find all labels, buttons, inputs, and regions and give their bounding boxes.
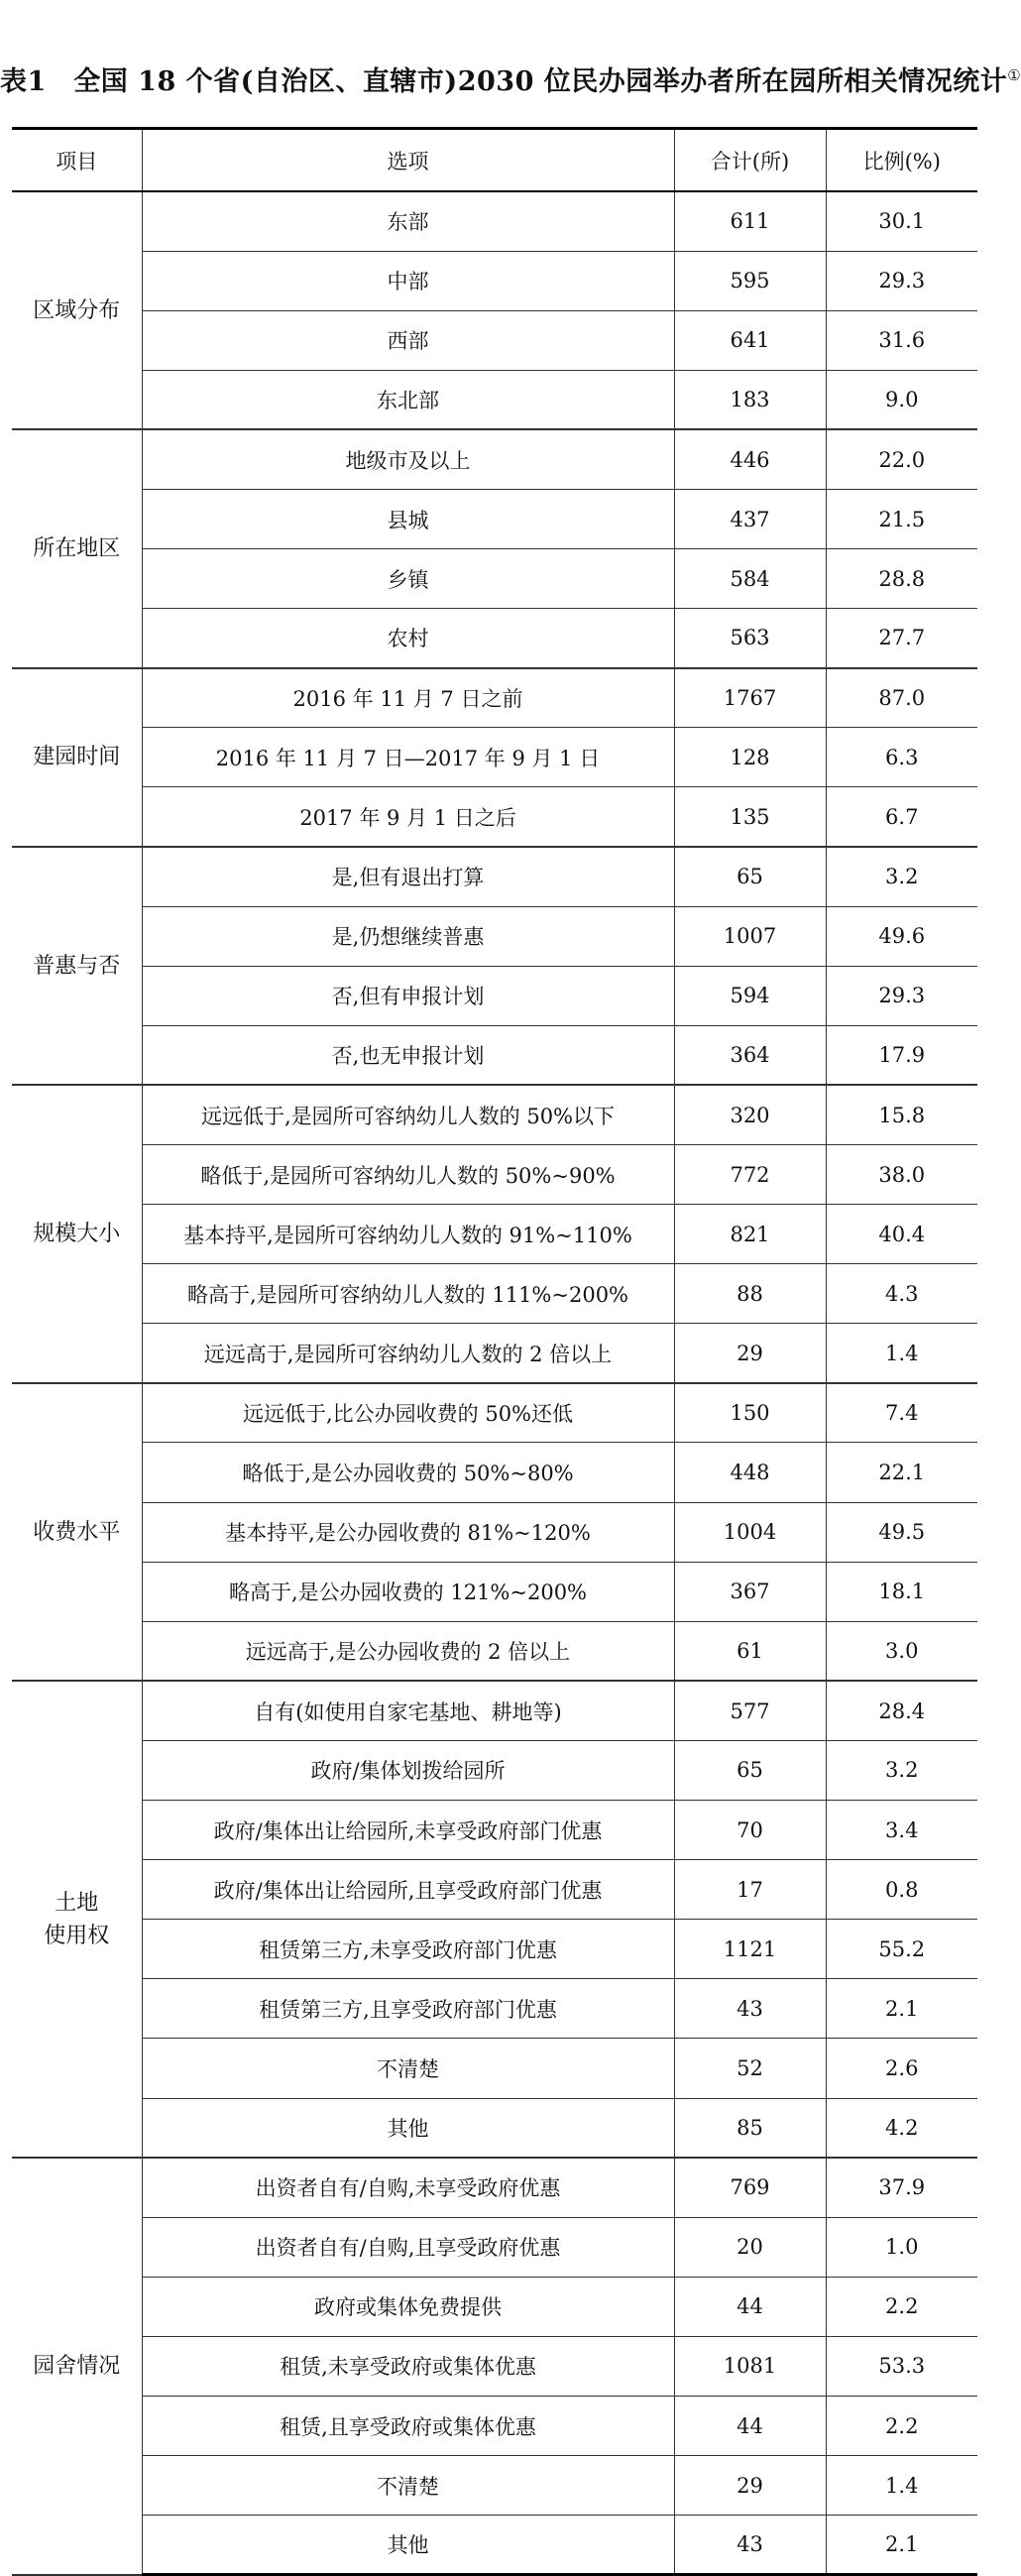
category-cell: 区域分布: [12, 191, 142, 429]
ratio-cell: 3.0: [826, 1621, 977, 1681]
ratio-cell: 21.5: [826, 489, 977, 548]
count-cell: 320: [674, 1085, 826, 1144]
count-cell: 183: [674, 370, 826, 429]
option-cell: 略高于,是公办园收费的 121%~200%: [142, 1562, 674, 1621]
ratio-cell: 7.4: [826, 1383, 977, 1443]
option-cell: 远远高于,是园所可容纳幼儿人数的 2 倍以上: [142, 1324, 674, 1383]
table-row: [12, 728, 977, 787]
count-cell: 43: [674, 1979, 826, 2039]
ratio-cell: 49.5: [826, 1502, 977, 1562]
option-cell: 是,仍想继续普惠: [142, 906, 674, 966]
count-cell: 17: [674, 1860, 826, 1920]
ratio-cell: 6.3: [826, 728, 977, 787]
footnote-marker: ①: [1007, 66, 1021, 84]
option-cell: 农村: [142, 609, 674, 668]
ratio-cell: 38.0: [826, 1145, 977, 1205]
ratio-cell: 2.6: [826, 2039, 977, 2098]
category-cell: 所在地区: [12, 429, 142, 667]
count-cell: 1767: [674, 668, 826, 728]
table-row: [12, 2217, 977, 2277]
ratio-cell: 2.1: [826, 1979, 977, 2039]
table-row: [12, 2277, 977, 2336]
ratio-cell: 3.4: [826, 1801, 977, 1860]
table-row: [12, 787, 977, 847]
count-cell: 594: [674, 966, 826, 1025]
table-row: [12, 1502, 977, 1562]
option-cell: 2016 年 11 月 7 日之前: [142, 668, 674, 728]
table-row: [12, 2158, 977, 2217]
count-cell: 20: [674, 2217, 826, 2277]
table-row: [12, 1740, 977, 1800]
option-cell: 租赁第三方,且享受政府部门优惠: [142, 1979, 674, 2039]
ratio-cell: 17.9: [826, 1025, 977, 1085]
ratio-cell: 4.3: [826, 1264, 977, 1324]
ratio-cell: 2.2: [826, 2396, 977, 2455]
ratio-cell: 22.0: [826, 429, 977, 489]
count-cell: 135: [674, 787, 826, 847]
ratio-cell: 31.6: [826, 310, 977, 370]
option-cell: 2017 年 9 月 1 日之后: [142, 787, 674, 847]
option-cell: 略低于,是公办园收费的 50%~80%: [142, 1443, 674, 1502]
table-row: [12, 1621, 977, 1681]
count-cell: 641: [674, 310, 826, 370]
category-cell: 收费水平: [12, 1383, 142, 1681]
option-cell: 县城: [142, 489, 674, 548]
option-cell: 乡镇: [142, 549, 674, 609]
count-cell: 29: [674, 2456, 826, 2516]
table-row: [12, 370, 977, 429]
category-cell: 规模大小: [12, 1085, 142, 1382]
ratio-cell: 49.6: [826, 906, 977, 966]
ratio-cell: 2.1: [826, 2516, 977, 2575]
option-cell: 2016 年 11 月 7 日—2017 年 9 月 1 日: [142, 728, 674, 787]
ratio-cell: 9.0: [826, 370, 977, 429]
table-header: [12, 129, 977, 192]
option-cell: 不清楚: [142, 2039, 674, 2098]
category-cell: 建园时间: [12, 668, 142, 847]
count-cell: 364: [674, 1025, 826, 1085]
table-row: [12, 2336, 977, 2396]
count-cell: 65: [674, 847, 826, 906]
ratio-cell: 3.2: [826, 847, 977, 906]
count-cell: 446: [674, 429, 826, 489]
ratio-cell: 1.4: [826, 1324, 977, 1383]
ratio-cell: 1.0: [826, 2217, 977, 2277]
ratio-cell: 27.7: [826, 609, 977, 668]
count-cell: 772: [674, 1145, 826, 1205]
ratio-cell: 18.1: [826, 1562, 977, 1621]
count-cell: 437: [674, 489, 826, 548]
count-cell: 61: [674, 1621, 826, 1681]
option-cell: 不清楚: [142, 2456, 674, 2516]
count-cell: 150: [674, 1383, 826, 1443]
option-cell: 出资者自有/自购,未享受政府优惠: [142, 2158, 674, 2217]
header-option: 选项: [142, 129, 674, 192]
option-cell: 西部: [142, 310, 674, 370]
ratio-cell: 53.3: [826, 2336, 977, 2396]
ratio-cell: 37.9: [826, 2158, 977, 2217]
table-row: [12, 1860, 977, 1920]
option-cell: 远远高于,是公办园收费的 2 倍以上: [142, 1621, 674, 1681]
table-row: [12, 1979, 977, 2039]
count-cell: 65: [674, 1740, 826, 1800]
option-cell: 租赁,且享受政府或集体优惠: [142, 2396, 674, 2455]
count-cell: 769: [674, 2158, 826, 2217]
table-row: [12, 906, 977, 966]
option-cell: 地级市及以上: [142, 429, 674, 489]
table-row: [12, 549, 977, 609]
ratio-cell: 3.2: [826, 1740, 977, 1800]
count-cell: 1004: [674, 1502, 826, 1562]
option-cell: 东部: [142, 191, 674, 251]
table-row: [12, 1681, 977, 1740]
count-cell: 1007: [674, 906, 826, 966]
count-cell: 43: [674, 2516, 826, 2575]
count-cell: 1081: [674, 2336, 826, 2396]
option-cell: 略高于,是园所可容纳幼儿人数的 111%~200%: [142, 1264, 674, 1324]
table-row: [12, 1025, 977, 1085]
ratio-cell: 55.2: [826, 1920, 977, 1979]
table-row: [12, 609, 977, 668]
ratio-cell: 29.3: [826, 251, 977, 310]
option-cell: 东北部: [142, 370, 674, 429]
count-cell: 1121: [674, 1920, 826, 1979]
option-cell: 政府/集体出让给园所,且享受政府部门优惠: [142, 1860, 674, 1920]
option-cell: 出资者自有/自购,且享受政府优惠: [142, 2217, 674, 2277]
ratio-cell: 22.1: [826, 1443, 977, 1502]
option-cell: 否,但有申报计划: [142, 966, 674, 1025]
option-cell: 其他: [142, 2098, 674, 2158]
ratio-cell: 28.8: [826, 549, 977, 609]
option-cell: 基本持平,是公办园收费的 81%~120%: [142, 1502, 674, 1562]
table-row: [12, 1324, 977, 1383]
table-row: [12, 2396, 977, 2455]
table-row: [12, 2456, 977, 2516]
count-cell: 595: [674, 251, 826, 310]
header-ratio: 比例(%): [826, 129, 977, 192]
option-cell: 政府或集体免费提供: [142, 2277, 674, 2336]
count-cell: 44: [674, 2277, 826, 2336]
table-row: [12, 1145, 977, 1205]
option-cell: 租赁第三方,未享受政府部门优惠: [142, 1920, 674, 1979]
ratio-cell: 30.1: [826, 191, 977, 251]
table-row: [12, 1264, 977, 1324]
table-row: [12, 1205, 977, 1264]
table-row: [12, 1443, 977, 1502]
table-row: [12, 191, 977, 251]
count-cell: 577: [674, 1681, 826, 1740]
count-cell: 52: [674, 2039, 826, 2098]
ratio-cell: 6.7: [826, 787, 977, 847]
category-cell: 土地 使用权: [12, 1681, 142, 2158]
count-cell: 611: [674, 191, 826, 251]
table-row: [12, 2039, 977, 2098]
option-cell: 其他: [142, 2516, 674, 2575]
count-cell: 584: [674, 549, 826, 609]
option-cell: 政府/集体划拨给园所: [142, 1740, 674, 1800]
ratio-cell: 28.4: [826, 1681, 977, 1740]
ratio-cell: 4.2: [826, 2098, 977, 2158]
ratio-cell: 29.3: [826, 966, 977, 1025]
table-row: [12, 1085, 977, 1144]
table-row: [12, 2516, 977, 2575]
count-cell: 367: [674, 1562, 826, 1621]
count-cell: 29: [674, 1324, 826, 1383]
option-cell: 中部: [142, 251, 674, 310]
count-cell: 448: [674, 1443, 826, 1502]
option-cell: 自有(如使用自家宅基地、耕地等): [142, 1681, 674, 1740]
ratio-cell: 2.2: [826, 2277, 977, 2336]
table-row: [12, 251, 977, 310]
category-cell: 普惠与否: [12, 847, 142, 1085]
count-cell: 44: [674, 2396, 826, 2455]
option-cell: 远远低于,是园所可容纳幼儿人数的 50%以下: [142, 1085, 674, 1144]
count-cell: 85: [674, 2098, 826, 2158]
table-title-text: 表1 全国 18 个省(自治区、直辖市)2030 位民办园举办者所在园所相关情况统计: [0, 66, 1008, 97]
table-row: [12, 310, 977, 370]
option-cell: 略低于,是园所可容纳幼儿人数的 50%~90%: [142, 1145, 674, 1205]
option-cell: 租赁,未享受政府或集体优惠: [142, 2336, 674, 2396]
table-title: [0, 59, 1021, 98]
table-row: [12, 489, 977, 548]
option-cell: 是,但有退出打算: [142, 847, 674, 906]
table-row: [12, 1562, 977, 1621]
header-count: 合计(所): [674, 129, 826, 192]
ratio-cell: 1.4: [826, 2456, 977, 2516]
table-row: [12, 1920, 977, 1979]
ratio-cell: 87.0: [826, 668, 977, 728]
statistics-table: [12, 127, 977, 2576]
table-row: [12, 966, 977, 1025]
table-row: [12, 2098, 977, 2158]
category-cell: 园舍情况: [12, 2158, 142, 2575]
ratio-cell: 15.8: [826, 1085, 977, 1144]
option-cell: 基本持平,是园所可容纳幼儿人数的 91%~110%: [142, 1205, 674, 1264]
table-row: [12, 847, 977, 906]
header-item: 项目: [12, 129, 142, 192]
ratio-cell: 0.8: [826, 1860, 977, 1920]
table-row: [12, 429, 977, 489]
count-cell: 563: [674, 609, 826, 668]
count-cell: 128: [674, 728, 826, 787]
option-cell: 否,也无申报计划: [142, 1025, 674, 1085]
count-cell: 821: [674, 1205, 826, 1264]
table-body: [12, 191, 977, 2575]
option-cell: 远远低于,比公办园收费的 50%还低: [142, 1383, 674, 1443]
table-row: [12, 1801, 977, 1860]
option-cell: 政府/集体出让给园所,未享受政府部门优惠: [142, 1801, 674, 1860]
count-cell: 70: [674, 1801, 826, 1860]
ratio-cell: 40.4: [826, 1205, 977, 1264]
count-cell: 88: [674, 1264, 826, 1324]
table-row: [12, 1383, 977, 1443]
table-row: [12, 668, 977, 728]
